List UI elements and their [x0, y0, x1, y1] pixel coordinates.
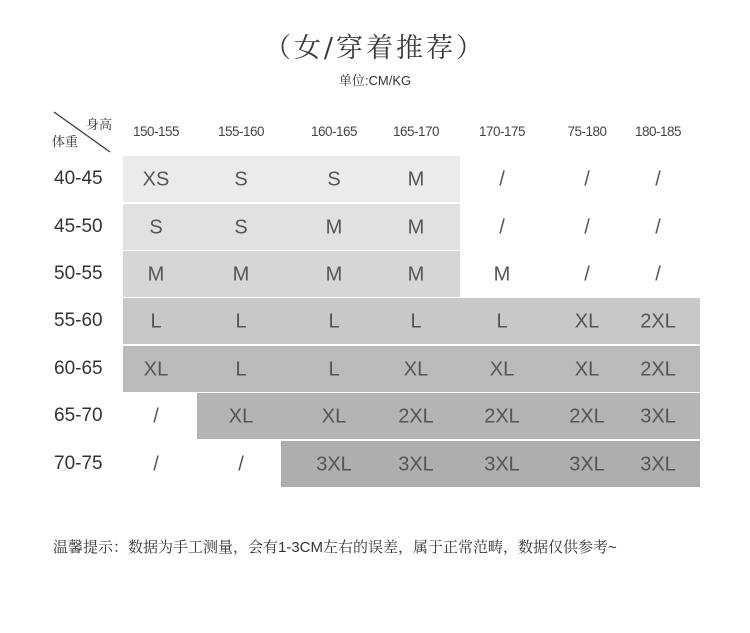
size-value: 2XL	[640, 358, 676, 381]
table-corner-header	[52, 110, 112, 154]
weight-range-label: 45-50	[54, 216, 103, 237]
size-value: XL	[574, 358, 600, 381]
size-value: M	[407, 216, 425, 239]
size-value: 3XL	[398, 453, 434, 476]
size-value: 2XL	[484, 405, 520, 428]
measurement-note: 温馨提示：数据为手工测量，会有1-3CM左右的误差，属于正常范畴，数据仅供参考~	[53, 539, 617, 556]
size-value: XL	[143, 358, 169, 381]
size-value: 3XL	[484, 453, 520, 476]
size-value: /	[499, 216, 505, 239]
size-value: 2XL	[569, 405, 605, 428]
page-title: （女/穿着推荐）	[263, 33, 487, 64]
size-value: XL	[321, 405, 347, 428]
weight-range-label: 60-65	[54, 358, 103, 379]
table-cell-bg	[281, 346, 373, 392]
size-value: L	[410, 310, 422, 333]
height-range-header: 170-175	[478, 124, 526, 139]
size-value: /	[153, 453, 159, 476]
size-value: XL	[228, 405, 254, 428]
weight-axis-label: 体重	[52, 134, 79, 149]
size-value: 2XL	[398, 405, 434, 428]
height-range-header: 150-155	[132, 124, 180, 139]
weight-range-label: 40-45	[54, 168, 103, 189]
size-value: M	[407, 168, 425, 191]
table-cell-bg	[281, 298, 373, 344]
size-value: M	[232, 263, 250, 286]
size-value: 3XL	[640, 453, 676, 476]
size-value: L	[328, 358, 340, 381]
size-value: XL	[574, 310, 600, 333]
weight-range-label: 65-70	[54, 405, 103, 426]
size-value: /	[655, 216, 661, 239]
size-value: S	[149, 216, 163, 239]
size-value: S	[234, 168, 248, 191]
size-value: M	[147, 263, 165, 286]
size-value: S	[234, 216, 248, 239]
size-value: M	[407, 263, 425, 286]
size-value: /	[655, 168, 661, 191]
size-value: /	[153, 405, 159, 428]
size-value: /	[499, 168, 505, 191]
height-range-header: 155-160	[217, 124, 265, 139]
size-value: 2XL	[640, 310, 676, 333]
size-value: L	[150, 310, 162, 333]
weight-range-label: 50-55	[54, 263, 103, 284]
size-value: L	[496, 310, 508, 333]
size-value: M	[325, 216, 343, 239]
size-value: /	[238, 453, 244, 476]
unit-label: 单位:CM/KG	[338, 73, 412, 88]
size-value: 3XL	[640, 405, 676, 428]
size-value: S	[327, 168, 341, 191]
height-range-header: 165-170	[392, 124, 440, 139]
height-range-header: 75-180	[567, 124, 607, 139]
size-value: L	[328, 310, 340, 333]
size-value: XL	[403, 358, 429, 381]
size-value: M	[325, 263, 343, 286]
size-value: L	[235, 310, 247, 333]
size-value: XS	[142, 168, 170, 191]
weight-range-label: 55-60	[54, 310, 103, 331]
size-value: 3XL	[316, 453, 352, 476]
size-value: 3XL	[569, 453, 605, 476]
weight-range-label: 70-75	[54, 453, 103, 474]
size-value: /	[655, 263, 661, 286]
height-range-header: 160-165	[310, 124, 358, 139]
size-value: /	[584, 263, 590, 286]
size-value: L	[235, 358, 247, 381]
height-axis-label: 身高	[85, 117, 112, 132]
size-value: M	[493, 263, 511, 286]
size-value: /	[584, 216, 590, 239]
size-value: /	[584, 168, 590, 191]
height-range-header: 180-185	[634, 124, 682, 139]
size-value: XL	[489, 358, 515, 381]
